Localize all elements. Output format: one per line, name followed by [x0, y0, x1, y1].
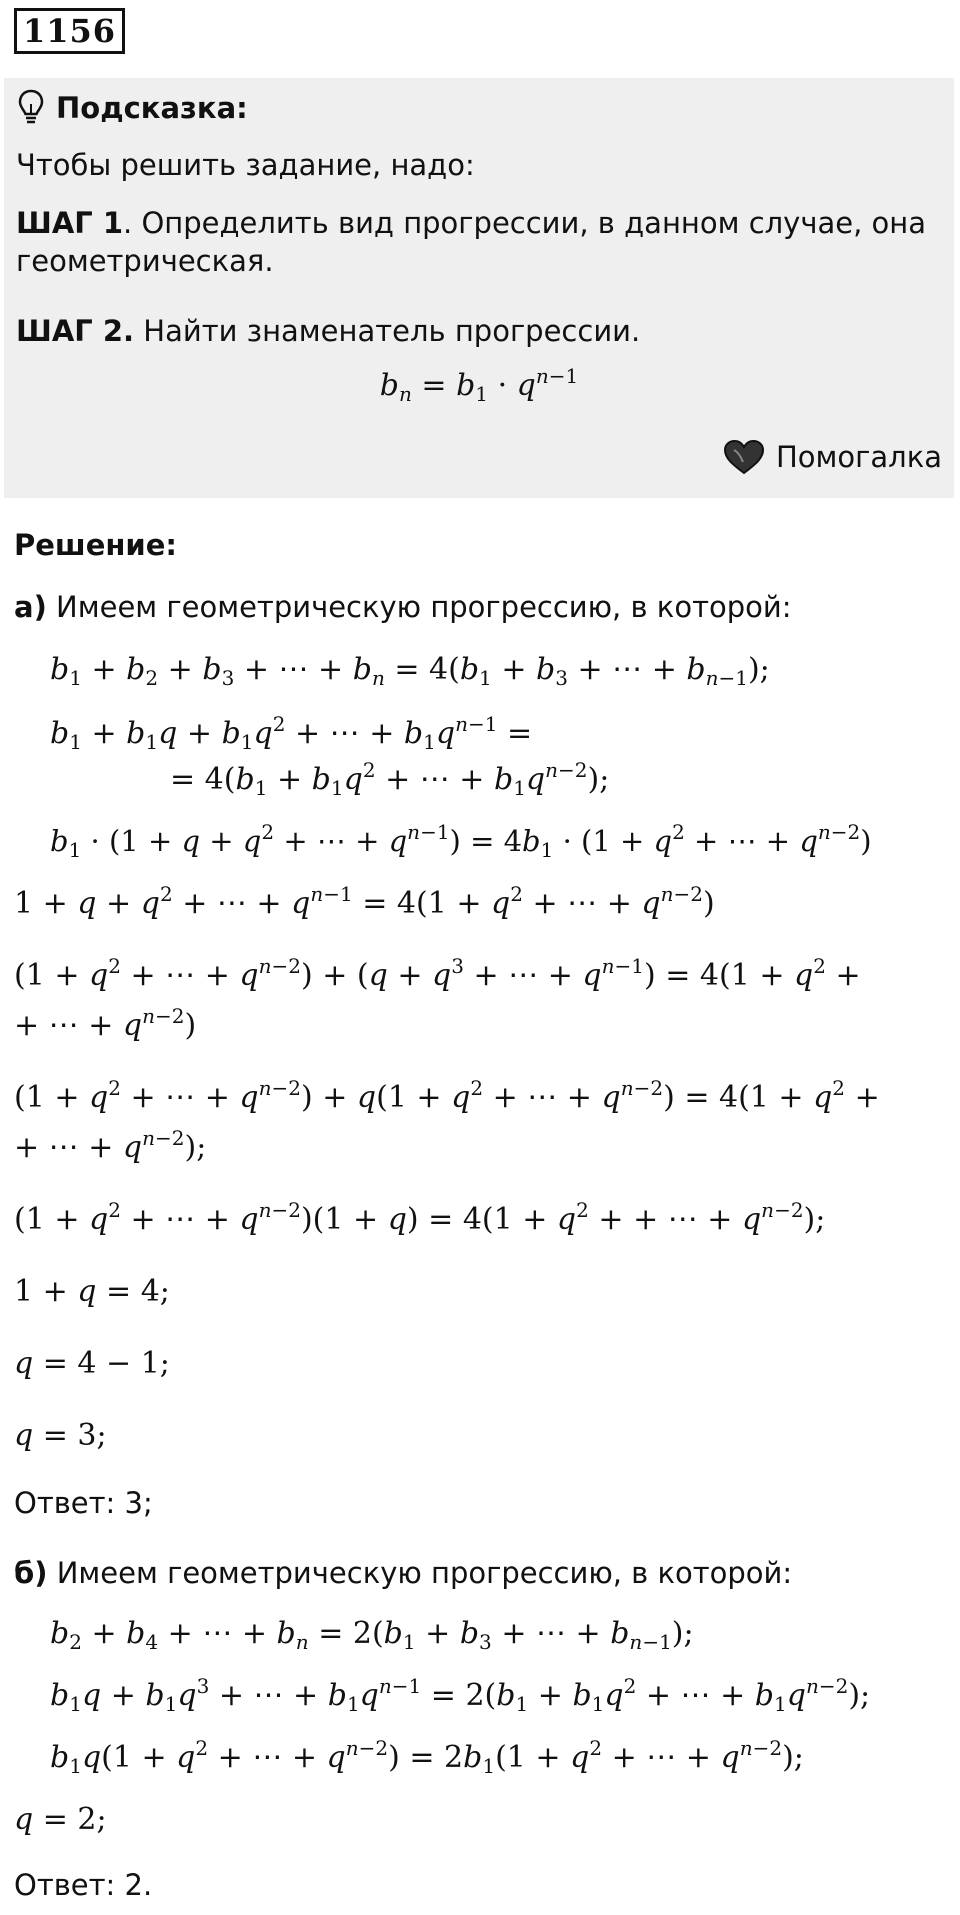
- formula-a9: 1 + q = 4;: [14, 1274, 170, 1309]
- part-b-label: б): [14, 1556, 48, 1590]
- part-b-intro: [14, 1556, 792, 1590]
- formula-a6: ($1 + q^2$ + ⋯ + $q^{n-2}) + (q + q^3$ + ⋯ + $q^{n-1}) = 4(1 + q^2$ +: [14, 954, 861, 993]
- formula-a7: ($1 + q^2$ + ⋯ + $q^{n-2}) + q(1 + q^2$ + ⋯ + $q^{n-2}) = 4(1 + q^2$ +: [14, 1076, 880, 1115]
- step-1-label: ШАГ 1: [16, 206, 124, 240]
- part-b-text: Имеем геометрическую прогрессию, в которой:: [47, 1556, 793, 1590]
- hint-header: [18, 86, 248, 130]
- lightbulb-icon: [18, 89, 44, 127]
- part-a-text: Имеем геометрическую прогрессию, в которой:: [46, 590, 792, 624]
- formula-a11: q = 3;: [14, 1418, 107, 1453]
- step-2-label: ШАГ 2.: [16, 314, 135, 348]
- hint-formula: $b_n = b_1 \cdot q^{n-1}$: [379, 364, 579, 406]
- hint-title: Подсказка:: [56, 91, 248, 125]
- formula-b1: $b_2 + b_4$ + ⋯ + $b_n = 2(b_1 + b_3$ + ⋯ + $b_{n-1}$);: [50, 1616, 694, 1654]
- answer-a: Ответ: 3;: [14, 1486, 153, 1520]
- hint-step-2: [16, 312, 946, 350]
- formula-a7-cont: + ⋯ + $q^{n-2}$);: [14, 1126, 207, 1165]
- formula-a8: ($1 + q^2$ + ⋯ + $q^{n-2})(1 + q) = 4(1 + q^2$ + + ⋯ + $q^{n-2}$);: [14, 1198, 826, 1237]
- formula-a2: $b_1 + b_1q + b_1q^2$ + ⋯ + $b_1q^{n-1}$ =: [50, 712, 533, 754]
- hint-step-1: [16, 204, 946, 280]
- solution-title: Решение:: [14, 528, 178, 562]
- formula-a6-cont: + ⋯ + $q^{n-2}$): [14, 1004, 197, 1043]
- formula-a10: q = 4 − 1;: [14, 1346, 170, 1381]
- step-2-text: Найти знаменатель прогрессии.: [134, 314, 641, 348]
- task-number: 1156: [14, 8, 125, 54]
- hint-box: [4, 78, 954, 498]
- formula-a4: $b_1 \cdot (1 + q + q^2$ + ⋯ + $q^{n-1}) = 4b_1 \cdot (1 + q^2$ + ⋯ + $q^{n-2}$): [50, 820, 872, 862]
- heart-icon: [722, 438, 766, 476]
- formula-a5: $1 + q + q^2$ + ⋯ + $q^{n-1} = 4(1 + q^2$ + ⋯ + $q^{n-2}$): [14, 882, 715, 921]
- brand-name: Помогалка: [776, 440, 942, 474]
- brand-tag: [722, 438, 942, 476]
- part-a-label: а): [14, 590, 47, 624]
- formula-b2: $b_1q + b_1q^3$ + ⋯ + $b_1q^{n-1} = 2(b_1 + b_1q^2$ + ⋯ + $b_1q^{n-2}$);: [50, 1674, 871, 1716]
- formula-a3: = $4(b_1 + b_1q^2$ + ⋯ + $b_1q^{n-2}$);: [170, 758, 610, 800]
- formula-a1: $b_1 + b_2 + b_3$ + ⋯ + $b_n = 4(b_1 + b_3$ + ⋯ + $b_{n-1}$);: [50, 652, 770, 690]
- answer-b: Ответ: 2.: [14, 1868, 153, 1902]
- formula-b3: $b_1q(1 + q^2$ + ⋯ + $q^{n-2}) = 2b_1(1 + q^2$ + ⋯ + $q^{n-2}$);: [50, 1736, 804, 1778]
- formula-b4: q = 2;: [14, 1802, 107, 1837]
- step-1-text: . Определить вид прогрессии, в данном случае, она геометрическая.: [16, 206, 926, 278]
- hint-intro: Чтобы решить задание, надо:: [16, 148, 475, 182]
- part-a-intro: [14, 590, 791, 624]
